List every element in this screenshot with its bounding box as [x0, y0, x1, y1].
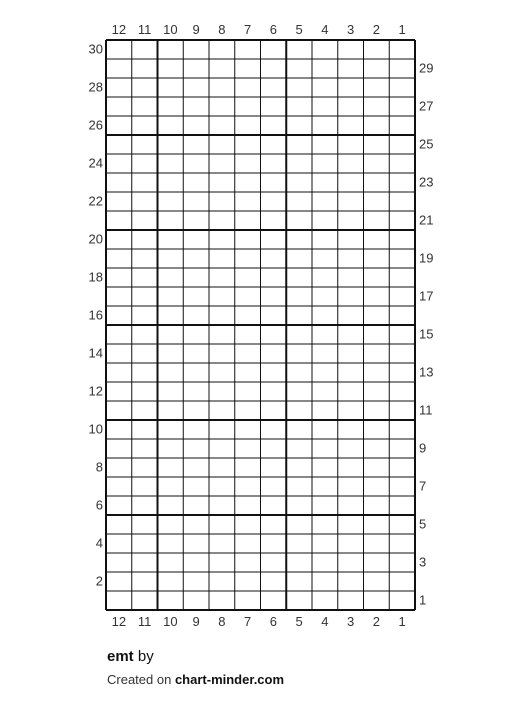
row-label-right: 9	[419, 440, 427, 456]
row-label-right: 29	[419, 60, 434, 76]
created-on-credit	[107, 671, 507, 689]
column-label-top: 10	[163, 22, 178, 37]
by-text: by	[137, 648, 154, 665]
column-label-top: 9	[192, 22, 200, 37]
column-label-top: 4	[321, 22, 329, 37]
row-label-right: 17	[419, 288, 434, 304]
column-label-top: 6	[269, 22, 277, 37]
column-label-bottom: 11	[137, 614, 152, 629]
row-label-right: 15	[419, 326, 434, 342]
site-link[interactable]: chart-minder.com	[174, 672, 285, 687]
column-label-bottom: 6	[269, 614, 277, 629]
column-label-bottom: 3	[347, 614, 355, 629]
row-label-right: 19	[419, 250, 434, 266]
row-label-left: 4	[95, 535, 103, 551]
column-label-bottom: 9	[192, 614, 200, 629]
column-label-bottom: 1	[398, 614, 406, 629]
row-labels-left	[89, 42, 103, 589]
row-label-right: 7	[419, 478, 427, 494]
row-label-left: 2	[95, 573, 103, 589]
column-label-top: 7	[244, 22, 252, 37]
row-label-right: 3	[419, 554, 427, 570]
pattern-title	[107, 647, 507, 667]
row-label-left: 12	[88, 383, 103, 399]
column-label-bottom: 10	[163, 614, 178, 629]
column-label-top: 1	[398, 22, 406, 37]
row-label-left: 18	[88, 269, 103, 285]
row-label-left: 8	[95, 459, 103, 475]
row-label-right: 23	[419, 174, 434, 190]
column-label-top: 3	[347, 22, 355, 37]
row-label-left: 28	[88, 79, 103, 95]
row-label-left: 6	[95, 497, 103, 513]
column-label-top: 8	[218, 22, 226, 37]
row-label-left: 26	[88, 117, 103, 133]
pattern-name: emt	[107, 648, 134, 665]
row-label-right: 11	[419, 402, 433, 418]
row-label-right: 5	[419, 516, 427, 532]
column-label-bottom: 5	[295, 614, 303, 629]
column-label-top: 2	[372, 22, 380, 37]
row-label-left: 22	[88, 193, 103, 209]
row-label-right: 27	[419, 98, 434, 114]
chart-footer	[107, 647, 507, 689]
row-label-right: 21	[419, 212, 434, 228]
column-label-top: 5	[295, 22, 303, 37]
row-label-right: 13	[419, 364, 434, 380]
row-label-left: 30	[88, 41, 103, 57]
column-label-top: 11	[137, 22, 152, 37]
created-prefix: Created on	[107, 672, 172, 687]
column-labels-bottom	[112, 614, 406, 629]
row-label-right: 1	[419, 592, 427, 608]
row-label-left: 10	[88, 421, 103, 437]
column-label-bottom: 7	[244, 614, 252, 629]
column-label-bottom: 2	[372, 614, 380, 629]
column-label-bottom: 8	[218, 614, 226, 629]
row-label-left: 24	[88, 155, 103, 171]
column-label-bottom: 12	[111, 614, 127, 629]
row-label-left: 16	[88, 307, 103, 323]
column-labels-top	[112, 22, 406, 37]
column-label-bottom: 4	[321, 614, 329, 629]
row-labels-right	[419, 61, 433, 608]
row-label-right: 25	[419, 136, 434, 152]
row-label-left: 20	[88, 231, 103, 247]
row-label-left: 14	[88, 345, 103, 361]
column-label-top: 12	[111, 22, 127, 37]
